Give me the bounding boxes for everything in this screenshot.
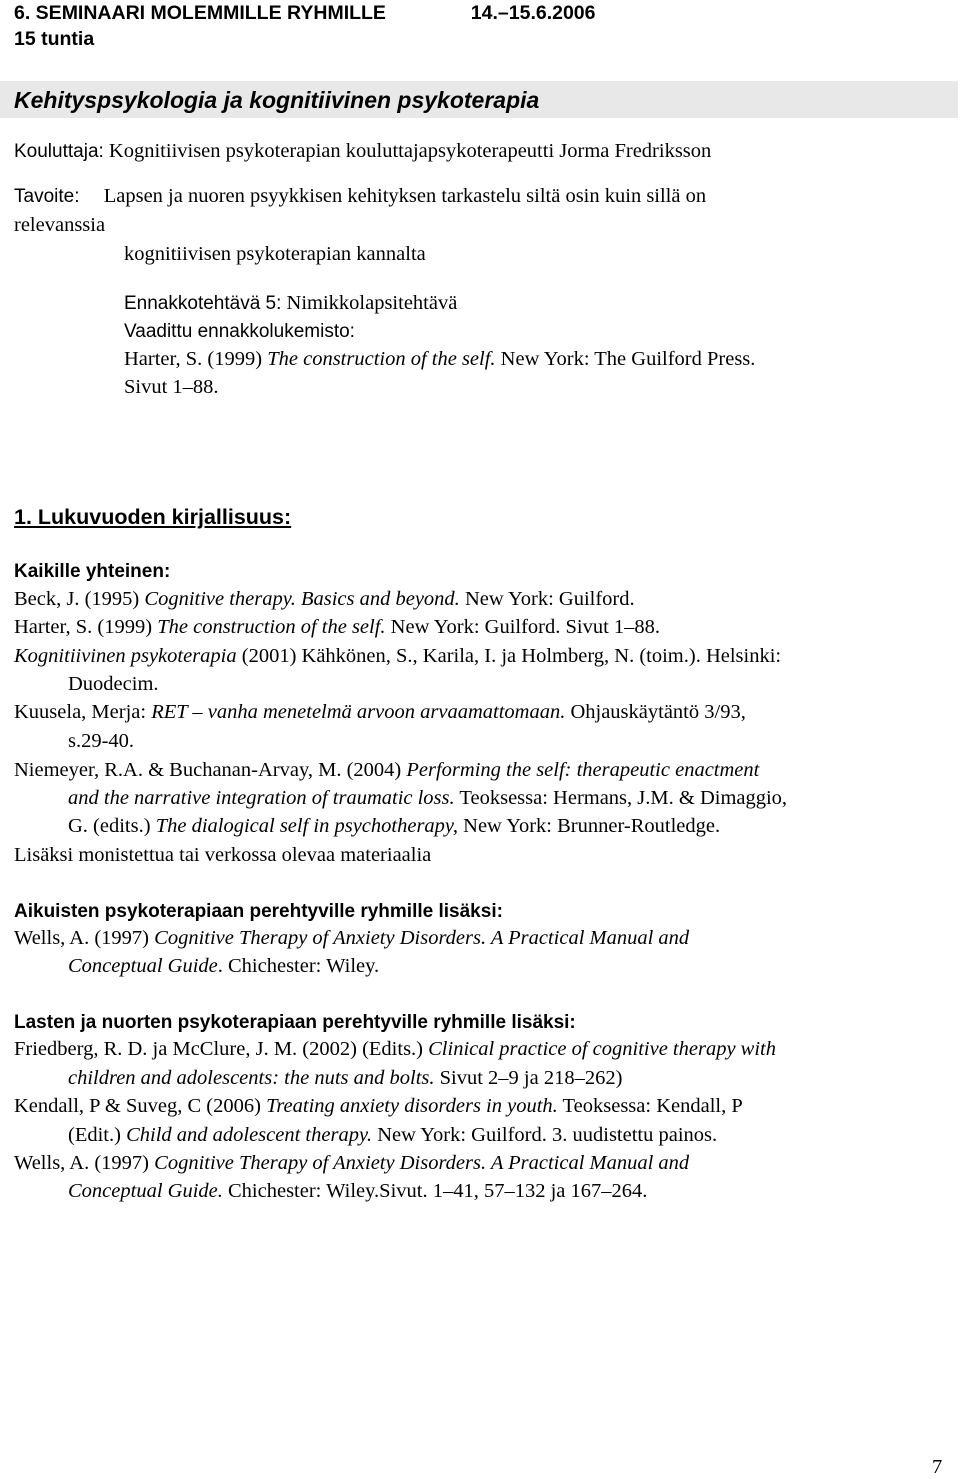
reference-kendall xyxy=(14,1095,743,1118)
reference-kuusela xyxy=(14,701,746,724)
ref-author: Wells, A. (1997) xyxy=(14,927,155,949)
reference-kuusela-cont: s.29-40. xyxy=(68,730,135,752)
seminar-hours: 15 tuntia xyxy=(14,28,95,50)
ref-author: Wells, A. (1997) xyxy=(14,1152,155,1174)
ref-title: Performing the self: therapeutic enactment xyxy=(406,759,760,781)
ref-title: The construction of the self. xyxy=(267,348,496,370)
ref-title: Clinical practice of cognitive therapy with xyxy=(428,1038,776,1060)
reference-beck xyxy=(14,588,635,611)
reference-wells-child xyxy=(14,1152,689,1175)
ref-title: Cognitive therapy. Basics and beyond. xyxy=(144,588,460,610)
ref-author: Kuusela, Merja: xyxy=(14,701,152,723)
ref-title: RET – vanha menetelmä arvoon arvaamattomaan. xyxy=(151,701,566,723)
seminar-title: 6. SEMINAARI MOLEMMILLE RYHMILLE xyxy=(14,2,386,24)
adult-heading: Aikuisten psykoterapiaan perehtyville ryhmille lisäksi: xyxy=(14,901,503,922)
ref-book-title: The dialogical self in psychotherapy, xyxy=(155,815,459,837)
ref-author: Harter, S. (1999) xyxy=(124,348,268,370)
ref-editors: G. (edits.) xyxy=(68,815,156,837)
reference-niemeyer-cont xyxy=(68,787,787,810)
ref-title: Kognitiivinen psykoterapia xyxy=(14,645,237,667)
reference-niemeyer xyxy=(14,759,759,782)
common-heading: Kaikille yhteinen: xyxy=(14,561,171,582)
ref-title: Cognitive Therapy of Anxiety Disorders. A Practical Manual and xyxy=(154,1152,690,1174)
reference-niemeyer-cont2 xyxy=(68,815,720,838)
reading-reference xyxy=(124,348,755,371)
trainer-label: Kouluttaja: xyxy=(14,141,104,162)
trainer-text: Kognitiivisen psykoterapian kouluttajapsykoterapeutti Jorma Fredriksson xyxy=(108,140,712,162)
goal-text-2: relevanssia xyxy=(14,214,106,236)
reference-wells-adult xyxy=(14,927,689,950)
ref-author: Friedberg, R. D. ja McClure, J. M. (2002) (Edits.) xyxy=(14,1038,429,1060)
ref-publisher: New York: Guilford. 3. uudistettu painos. xyxy=(372,1124,718,1146)
ref-title-cont: children and adolescents: the nuts and bolts. xyxy=(68,1067,435,1089)
reading-label: Vaadittu ennakkolukemisto: xyxy=(124,321,355,342)
ref-title-cont: Conceptual Guide. xyxy=(68,1180,223,1202)
goal-text-1: Lapsen ja nuoren psyykkisen kehityksen tarkastelu siltä osin kuin sillä on xyxy=(103,185,707,207)
ref-publisher: New York: Brunner-Routledge. xyxy=(458,815,721,837)
ref-title: Cognitive Therapy of Anxiety Disorders. A Practical Manual and xyxy=(154,927,690,949)
ref-author: Harter, S. (1999) xyxy=(14,616,158,638)
seminar-header xyxy=(14,2,596,25)
reading-pages: Sivut 1–88. xyxy=(124,376,219,398)
extra-material: Lisäksi monistettua tai verkossa olevaa materiaalia xyxy=(14,844,432,866)
ref-pages: Chichester: Wiley.Sivut. 1–41, 57–132 ja 167–264. xyxy=(222,1180,648,1202)
literature-heading: 1. Lukuvuoden kirjallisuus: xyxy=(14,505,292,529)
ref-source: Teoksessa: Hermans, J.M. & Dimaggio, xyxy=(454,787,788,809)
ref-editors: (Edit.) xyxy=(68,1124,127,1146)
ref-author: Beck, J. (1995) xyxy=(14,588,145,610)
goal-line xyxy=(14,185,706,208)
ref-source: Teoksessa: Kendall, P xyxy=(557,1095,743,1117)
ref-author: Niemeyer, R.A. & Buchanan-Arvay, M. (2004) xyxy=(14,759,407,781)
ref-pages: Sivut 2–9 ja 218–262) xyxy=(434,1067,623,1089)
reference-kahkonen-cont: Duodecim. xyxy=(68,673,159,695)
reference-kahkonen xyxy=(14,645,781,668)
assignment-label: Ennakkotehtävä 5: xyxy=(124,293,282,314)
ref-source: Ohjauskäytäntö 3/93, xyxy=(565,701,746,723)
page-number: 7 xyxy=(932,1456,943,1478)
trainer-line xyxy=(14,140,711,163)
reference-wells-child-cont xyxy=(68,1180,647,1203)
course-title: Kehityspsykologia ja kognitiivinen psykoterapia xyxy=(14,87,540,113)
reference-wells-adult-cont xyxy=(68,955,379,978)
goal-text-3: kognitiivisen psykoterapian kannalta xyxy=(124,243,426,265)
ref-book-title: Child and adolescent therapy. xyxy=(126,1124,373,1146)
goal-label: Tavoite: xyxy=(14,186,80,207)
ref-title-cont: and the narrative integration of traumatic loss. xyxy=(68,787,455,809)
ref-author: Kendall, P & Suveg, C (2006) xyxy=(14,1095,267,1117)
child-heading: Lasten ja nuorten psykoterapiaan perehtyville ryhmille lisäksi: xyxy=(14,1012,576,1033)
reference-friedberg xyxy=(14,1038,776,1061)
reference-friedberg-cont xyxy=(68,1067,622,1090)
ref-title: Treating anxiety disorders in youth. xyxy=(266,1095,558,1117)
ref-publisher: New York: The Guilford Press. xyxy=(495,348,756,370)
assignment-line xyxy=(124,292,457,315)
ref-publisher: New York: Guilford. Sivut 1–88. xyxy=(385,616,661,638)
ref-title: The construction of the self. xyxy=(157,616,386,638)
ref-publisher: New York: Guilford. xyxy=(459,588,635,610)
assignment-text: Nimikkolapsitehtävä xyxy=(286,292,458,314)
reference-kendall-cont xyxy=(68,1124,717,1147)
ref-publisher: . Chichester: Wiley. xyxy=(217,955,380,977)
seminar-dates: 14.–15.6.2006 xyxy=(470,2,596,24)
reference-harter xyxy=(14,616,660,639)
ref-title-cont: Conceptual Guide xyxy=(68,955,218,977)
ref-authors: (2001) Kähkönen, S., Karila, I. ja Holmberg, N. (toim.). Helsinki: xyxy=(236,645,782,667)
